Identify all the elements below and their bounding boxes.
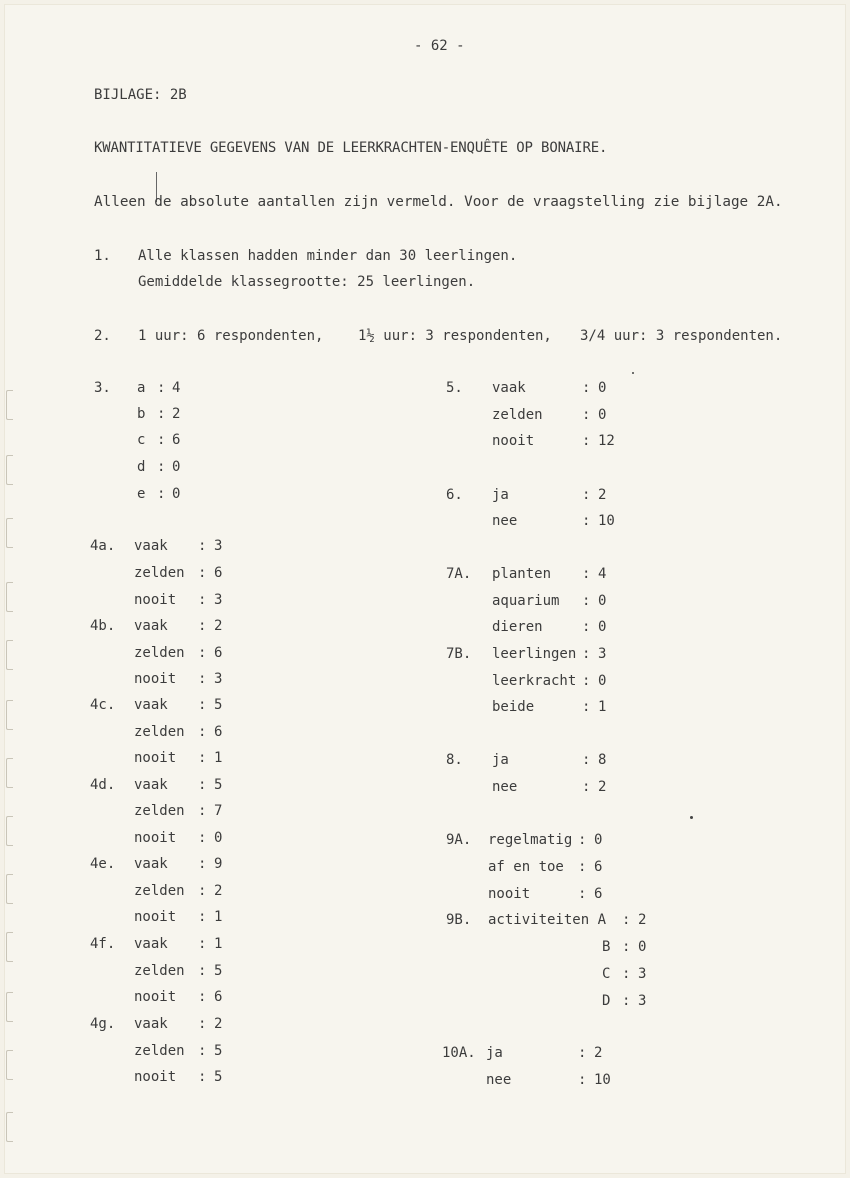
item-number: 4c. [90, 697, 116, 713]
answer-separator: : [198, 909, 207, 925]
answer-label: d [137, 459, 146, 475]
answer-separator: : [578, 1072, 587, 1088]
answer-label: vaak [134, 697, 168, 713]
answer-count: 8 [598, 752, 607, 768]
item-number: 8. [446, 752, 463, 768]
answer-label: vaak [134, 777, 168, 793]
answer-separator: : [582, 513, 591, 529]
answer-label: vaak [134, 1016, 168, 1032]
q2-part-c: 3/4 uur: 3 respondenten. [580, 328, 783, 344]
answer-label: nee [492, 513, 518, 529]
answer-separator: : [198, 750, 207, 766]
answer-count: 4 [598, 566, 607, 582]
item-number: 9B. [446, 912, 472, 928]
ink-dot [690, 816, 693, 819]
answer-separator: : [198, 645, 207, 661]
item-number: 7B. [446, 646, 472, 662]
answer-separator: : [198, 538, 207, 554]
answer-count: 5 [214, 1069, 223, 1085]
answer-count: 0 [172, 486, 181, 502]
punch-hole [6, 390, 13, 420]
answer-separator: : [157, 406, 166, 422]
answer-separator: : [157, 486, 166, 502]
answer-label: zelden [134, 803, 185, 819]
answer-count: 2 [598, 779, 607, 795]
punch-hole [6, 992, 13, 1022]
answer-label: c [137, 432, 146, 448]
answer-label: a [137, 380, 146, 396]
answer-count: 1 [598, 699, 607, 715]
answer-count: 1 [214, 936, 223, 952]
punch-hole [6, 700, 13, 730]
answer-label: b [137, 406, 146, 422]
answer-separator: : [198, 989, 207, 1005]
q2-number: 2. [94, 328, 111, 344]
answer-label: B [602, 939, 611, 955]
answer-separator: : [198, 671, 207, 687]
answer-label: zelden [134, 565, 185, 581]
item-number: 4b. [90, 618, 116, 634]
appendix-label: BIJLAGE: 2B [94, 87, 187, 103]
intro-text: Alleen de absolute aantallen zijn vermeld. Voor de vraagstelling zie bijlage 2A. [94, 194, 783, 210]
document-title: KWANTITATIEVE GEGEVENS VAN DE LEERKRACHTEN-ENQUÊTE OP BONAIRE. [94, 140, 608, 156]
answer-label: nooit [134, 750, 177, 766]
item-number: 10A. [442, 1045, 476, 1061]
answer-label: dieren [492, 619, 543, 635]
document-page [4, 4, 846, 1174]
answer-separator: : [622, 912, 631, 928]
answer-label: nooit [134, 592, 177, 608]
answer-separator: : [157, 380, 166, 396]
answer-count: 6 [214, 565, 223, 581]
answer-label: nooit [488, 886, 531, 902]
punch-hole [6, 758, 13, 788]
answer-count: 2 [638, 912, 647, 928]
answer-separator: : [578, 1045, 587, 1061]
answer-count: 7 [214, 803, 223, 819]
answer-separator: : [198, 777, 207, 793]
answer-count: 3 [638, 993, 647, 1009]
answer-count: 2 [214, 1016, 223, 1032]
answer-separator: : [157, 459, 166, 475]
q1-line-2: Gemiddelde klassegrootte: 25 leerlingen. [138, 274, 476, 290]
answer-separator: : [578, 859, 587, 875]
answer-label: C [602, 966, 611, 982]
punch-hole [6, 874, 13, 904]
answer-count: 1 [214, 909, 223, 925]
answer-label: nooit [134, 671, 177, 687]
answer-count: 6 [594, 886, 603, 902]
answer-separator: : [198, 963, 207, 979]
answer-count: 3 [638, 966, 647, 982]
answer-separator: : [582, 566, 591, 582]
answer-separator: : [198, 618, 207, 634]
punch-hole [6, 582, 13, 612]
answer-label: zelden [134, 1043, 185, 1059]
answer-separator: : [582, 433, 591, 449]
answer-count: 0 [598, 380, 607, 396]
answer-separator: : [198, 697, 207, 713]
answer-count: 12 [598, 433, 615, 449]
answer-separator: : [582, 487, 591, 503]
item-number: 4f. [90, 936, 116, 952]
answer-count: 0 [598, 407, 607, 423]
answer-count: 0 [594, 832, 603, 848]
answer-count: 2 [594, 1045, 603, 1061]
answer-count: 5 [214, 697, 223, 713]
q2-part-a: 1 uur: 6 respondenten, [138, 328, 324, 344]
answer-count: 10 [598, 513, 615, 529]
item-number: 4e. [90, 856, 116, 872]
answer-count: 9 [214, 856, 223, 872]
answer-label: nee [486, 1072, 512, 1088]
answer-count: 0 [598, 673, 607, 689]
answer-separator: : [582, 673, 591, 689]
answer-label: aquarium [492, 593, 560, 609]
answer-count: 2 [172, 406, 181, 422]
answer-count: 0 [172, 459, 181, 475]
punch-hole [6, 518, 13, 548]
item-number: 7A. [446, 566, 472, 582]
answer-separator: : [622, 966, 631, 982]
answer-label: leerkracht [492, 673, 577, 689]
answer-count: 1 [214, 750, 223, 766]
answer-count: 0 [638, 939, 647, 955]
answer-label: nooit [134, 909, 177, 925]
punch-hole [6, 1112, 13, 1142]
answer-label: beide [492, 699, 535, 715]
answer-count: 6 [214, 645, 223, 661]
answer-count: 5 [214, 777, 223, 793]
answer-label: leerlingen [492, 646, 577, 662]
answer-label: zelden [134, 724, 185, 740]
answer-separator: : [198, 856, 207, 872]
answer-count: 2 [214, 618, 223, 634]
answer-separator: : [198, 883, 207, 899]
answer-separator: : [198, 565, 207, 581]
answer-count: 3 [214, 592, 223, 608]
answer-count: 4 [172, 380, 181, 396]
answer-count: 3 [214, 538, 223, 554]
answer-count: 3 [214, 671, 223, 687]
answer-count: 5 [214, 963, 223, 979]
answer-label: nooit [134, 989, 177, 1005]
answer-label: ja [492, 752, 509, 768]
answer-separator: : [582, 619, 591, 635]
answer-separator: : [198, 724, 207, 740]
answer-separator: : [622, 993, 631, 1009]
item-number: 4d. [90, 777, 116, 793]
answer-label: ja [492, 487, 509, 503]
answer-label: regelmatig [488, 832, 573, 848]
answer-label: zelden [134, 963, 185, 979]
answer-separator: : [582, 752, 591, 768]
answer-count: 3 [598, 646, 607, 662]
answer-label: e [137, 486, 146, 502]
answer-count: 10 [594, 1072, 611, 1088]
item-number: 9A. [446, 832, 472, 848]
answer-separator: : [582, 646, 591, 662]
item-number: 3. [94, 380, 111, 396]
answer-count: 2 [214, 883, 223, 899]
punch-hole [6, 455, 13, 485]
answer-count: 6 [172, 432, 181, 448]
answer-label: vaak [134, 936, 168, 952]
answer-separator: : [198, 936, 207, 952]
answer-label: planten [492, 566, 552, 582]
answer-separator: : [582, 593, 591, 609]
answer-label: vaak [134, 856, 168, 872]
answer-label: nooit [492, 433, 535, 449]
punch-hole [6, 816, 13, 846]
answer-count: 0 [214, 830, 223, 846]
answer-label: nooit [134, 830, 177, 846]
ink-dot [632, 372, 634, 374]
answer-label: nooit [134, 1069, 177, 1085]
q1-number: 1. [94, 248, 111, 264]
answer-separator: : [198, 1016, 207, 1032]
answer-label: zelden [492, 407, 543, 423]
answer-count: 0 [598, 593, 607, 609]
answer-count: 6 [214, 989, 223, 1005]
item-number: 4a. [90, 538, 116, 554]
answer-separator: : [582, 380, 591, 396]
punch-hole [6, 640, 13, 670]
answer-count: 2 [598, 487, 607, 503]
answer-separator: : [198, 830, 207, 846]
answer-separator: : [198, 1069, 207, 1085]
answer-separator: : [582, 779, 591, 795]
answer-label: zelden [134, 645, 185, 661]
answer-separator: : [622, 939, 631, 955]
answer-count: 0 [598, 619, 607, 635]
answer-label: vaak [134, 618, 168, 634]
answer-label: af en toe [488, 859, 564, 875]
q1-line-1: Alle klassen hadden minder dan 30 leerlingen. [138, 248, 518, 264]
answer-count: 6 [214, 724, 223, 740]
answer-separator: : [578, 832, 587, 848]
item-number: 6. [446, 487, 463, 503]
answer-label: D [602, 993, 611, 1009]
answer-label: vaak [134, 538, 168, 554]
answer-label: nee [492, 779, 518, 795]
answer-count: 6 [594, 859, 603, 875]
answer-label: activiteiten A [488, 912, 607, 928]
item-number: 5. [446, 380, 463, 396]
answer-separator: : [198, 592, 207, 608]
answer-label: ja [486, 1045, 503, 1061]
q2-part-b: 1½ uur: 3 respondenten, [358, 328, 552, 344]
answer-separator: : [198, 803, 207, 819]
punch-hole [6, 1050, 13, 1080]
item-number: 4g. [90, 1016, 116, 1032]
answer-separator: : [157, 432, 166, 448]
answer-label: zelden [134, 883, 185, 899]
answer-separator: : [582, 699, 591, 715]
answer-separator: : [578, 886, 587, 902]
answer-separator: : [198, 1043, 207, 1059]
page-number: - 62 - [414, 38, 465, 54]
answer-count: 5 [214, 1043, 223, 1059]
answer-separator: : [582, 407, 591, 423]
punch-hole [6, 932, 13, 962]
answer-label: vaak [492, 380, 526, 396]
